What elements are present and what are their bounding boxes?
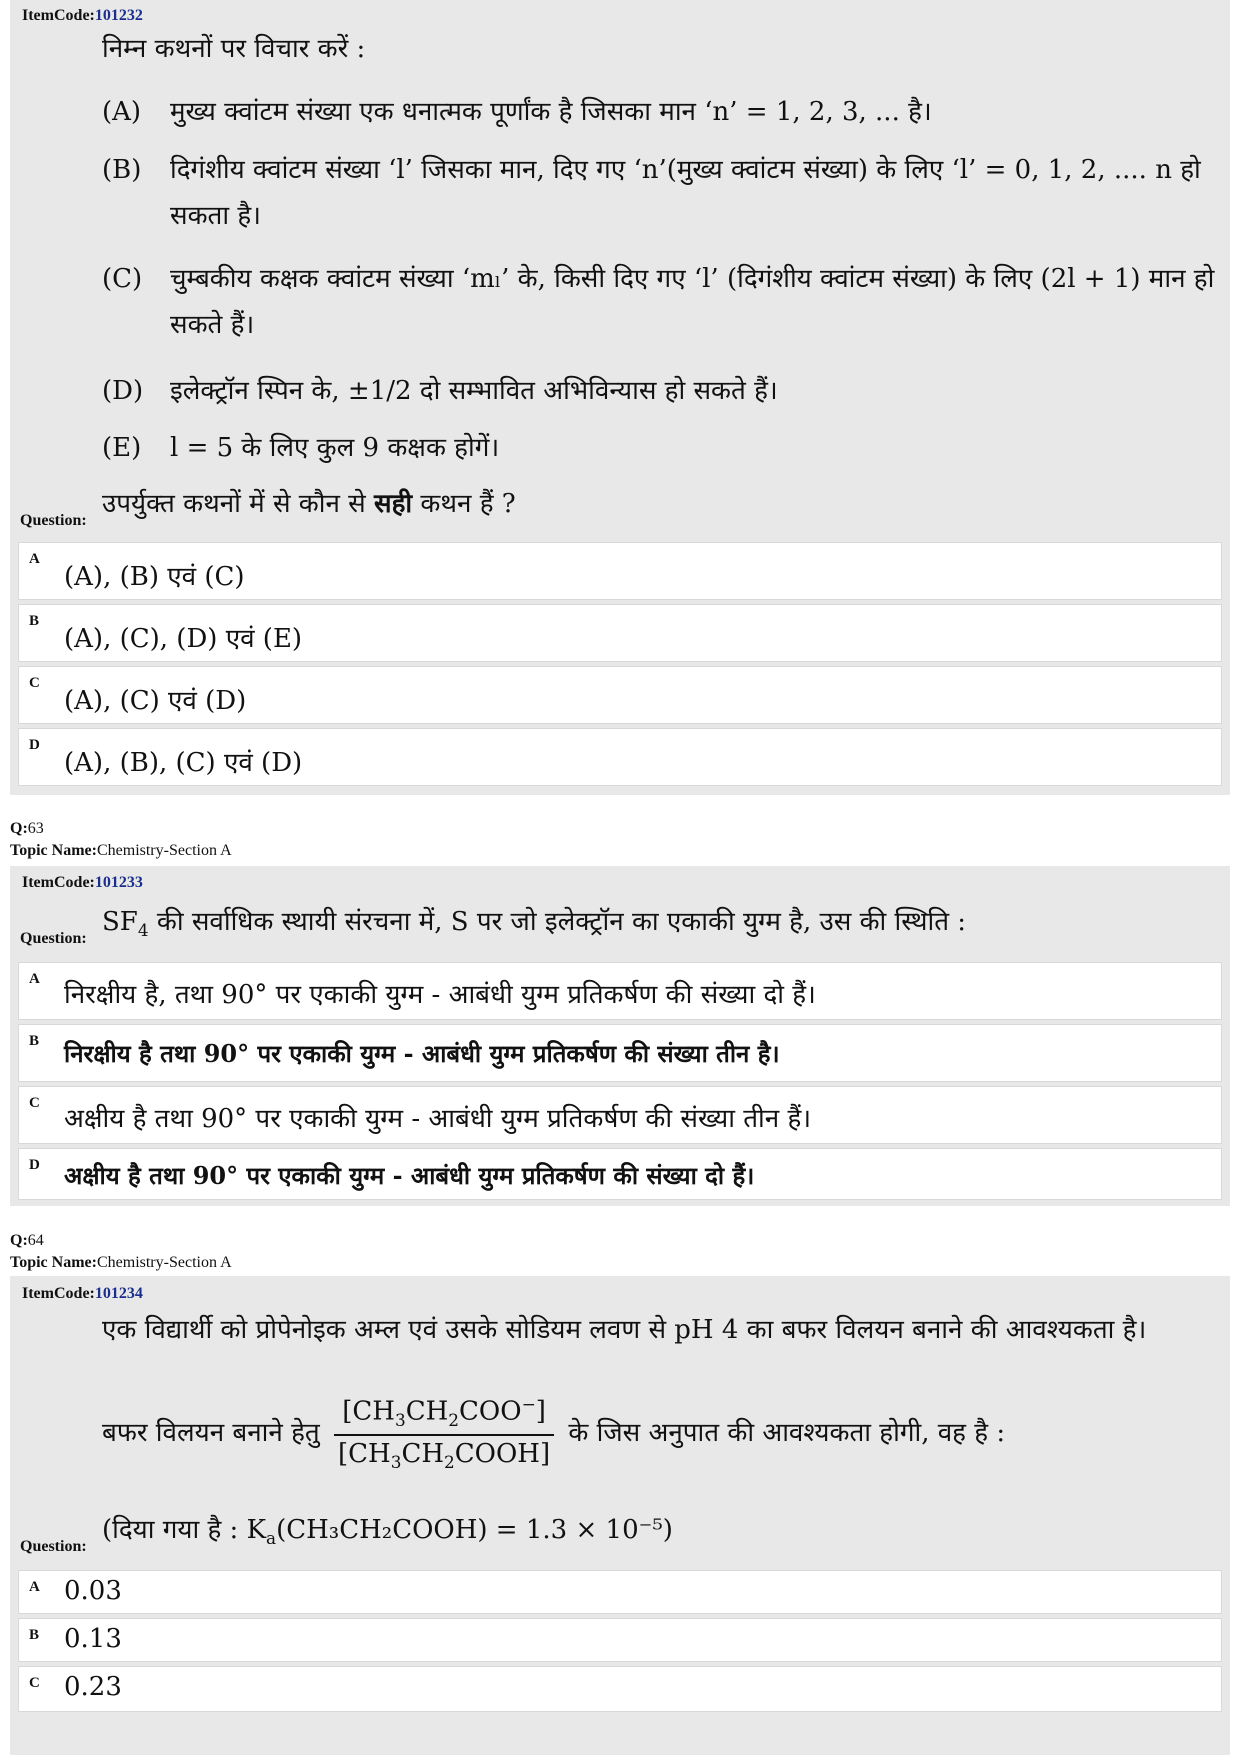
- statement-label: (B): [102, 155, 142, 185]
- option-b[interactable]: [18, 604, 1222, 662]
- fraction-numerator: $[CH_3CH_2COO^-]$: [334, 1394, 554, 1436]
- statement-e: [102, 424, 1222, 473]
- question-block-62: [10, 0, 1230, 795]
- item-code: [22, 7, 143, 25]
- option-d[interactable]: [18, 1148, 1222, 1200]
- item-code: [22, 1285, 143, 1303]
- option-b[interactable]: [18, 1024, 1222, 1082]
- question-text-pre: उपर्युक्त कथनों में से कौन से: [102, 489, 375, 519]
- option-text: (A), (C), (D) एवं (E): [64, 624, 303, 654]
- question-line-2-post: के जिस अनुपात की आवश्यकता होगी, वह है :: [568, 1417, 1006, 1448]
- option-text: (A), (B), (C) एवं (D): [64, 748, 303, 778]
- statement-b: [102, 148, 1222, 239]
- question-label: Question:: [20, 512, 87, 529]
- formula-sf4: $SF_4$: [102, 907, 149, 941]
- option-letter: D: [29, 1157, 40, 1173]
- option-text: 0.03: [64, 1576, 122, 1606]
- option-text: अक्षीय है तथा 90° पर एकाकी युग्म - आबंधी युग्म प्रतिकर्षण की संख्या तीन हैं।: [64, 1104, 812, 1134]
- question-line-1: एक विद्यार्थी को प्रोपेनोइक अम्ल एवं उसके सोडियम लवण से pH 4 का बफर विलयन बनाने की आवश्यकता है।: [102, 1315, 1147, 1345]
- option-letter: B: [29, 1033, 40, 1049]
- statement-d: [102, 367, 1222, 416]
- question-text-body: की सर्वाधिक स्थायी संरचना में, S पर जो इलेक्ट्रॉन का एकाकी युग्म है, उस की स्थिति :: [148, 907, 967, 937]
- option-text: (A), (C) एवं (D): [64, 686, 247, 716]
- item-code-label: ItemCode:: [22, 874, 95, 891]
- question-block-64: [10, 1276, 1230, 1755]
- statement-a: [102, 88, 1222, 137]
- option-d[interactable]: [18, 728, 1222, 786]
- question-number: [10, 1232, 44, 1250]
- option-c[interactable]: [18, 1086, 1222, 1144]
- question-block-63: [10, 866, 1230, 1206]
- item-code-label: ItemCode:: [22, 1285, 95, 1302]
- statement-text: मुख्य क्वांटम संख्या एक धनात्मक पूर्णांक है जिसका मान ‘n’ = 1, 2, 3, ... है।: [170, 97, 932, 127]
- topic-label: Topic Name:: [10, 842, 97, 859]
- item-code-value: 101234: [94, 1285, 143, 1302]
- option-text: 0.23: [64, 1672, 122, 1702]
- question-text-emphasis: सही: [374, 489, 413, 519]
- statement-label: (C): [102, 264, 143, 294]
- statement-label: (A): [102, 97, 142, 127]
- item-code-value: 101232: [94, 7, 143, 24]
- given-data: [102, 1514, 673, 1550]
- statement-label: (D): [102, 376, 144, 406]
- question-intro: निम्न कथनों पर विचार करें :: [102, 34, 366, 64]
- statement-text: l = 5 के लिए कुल 9 कक्षक होगें।: [170, 433, 500, 463]
- option-text: अक्षीय है तथा 90° पर एकाकी युग्म - आबंधी युग्म प्रतिकर्षण की संख्या दो हैं।: [64, 1161, 755, 1190]
- topic-value: Chemistry-Section A: [96, 1254, 232, 1271]
- option-text: निरक्षीय है, तथा 90° पर एकाकी युग्म - आबंधी युग्म प्रतिकर्षण की संख्या दो हैं।: [64, 980, 816, 1010]
- item-code-label: ItemCode:: [22, 7, 95, 24]
- question-label: Question:: [20, 1538, 87, 1555]
- q-label: Q:: [10, 1232, 28, 1249]
- option-letter: B: [29, 1627, 40, 1643]
- option-letter: B: [29, 613, 40, 629]
- option-c[interactable]: [18, 666, 1222, 724]
- q-number: 64: [27, 1232, 44, 1249]
- question-text: [102, 488, 516, 522]
- topic-name: [10, 842, 232, 860]
- option-letter: D: [29, 737, 40, 753]
- statement-label: (E): [102, 433, 142, 463]
- question-label: Question:: [20, 930, 87, 947]
- topic-label: Topic Name:: [10, 1254, 97, 1271]
- given-sub: a: [266, 1528, 277, 1549]
- option-text: निरक्षीय है तथा 90° पर एकाकी युग्म - आबंधी युग्म प्रतिकर्षण की संख्या तीन है।: [64, 1039, 780, 1068]
- question-line-2: [102, 1394, 1005, 1474]
- option-text: (A), (B) एवं (C): [64, 562, 245, 592]
- question-text: [102, 906, 966, 942]
- option-letter: A: [29, 551, 40, 567]
- option-a[interactable]: [18, 962, 1222, 1020]
- statement-text: चुम्बकीय कक्षक क्वांटम संख्या ‘mₗ’ के, किसी दिए गए ‘l’ (दिगंशीय क्वांटम संख्या) के लिए (2l + 1) मान हो सकते हैं।: [170, 264, 1215, 340]
- option-letter: C: [29, 1095, 40, 1111]
- item-code: [22, 874, 143, 892]
- option-letter: A: [29, 971, 40, 987]
- option-b[interactable]: [18, 1618, 1222, 1662]
- question-text-post: कथन हैं ?: [412, 489, 516, 519]
- given-post: (CH₃CH₂COOH) = 1.3 × 10⁻⁵): [276, 1515, 673, 1545]
- given-pre: (दिया गया है : K: [102, 1515, 266, 1545]
- ratio-fraction: [334, 1394, 554, 1474]
- option-letter: C: [29, 675, 40, 691]
- statement-text: इलेक्ट्रॉन स्पिन के, ±1/2 दो सम्भावित अभिविन्यास हो सकते हैं।: [170, 376, 778, 406]
- option-c[interactable]: [18, 1666, 1222, 1712]
- item-code-value: 101233: [94, 874, 143, 891]
- option-a[interactable]: [18, 1570, 1222, 1614]
- topic-value: Chemistry-Section A: [96, 842, 232, 859]
- option-a[interactable]: [18, 542, 1222, 600]
- topic-name: [10, 1254, 232, 1272]
- option-letter: A: [29, 1579, 40, 1595]
- statement-c: [102, 257, 1222, 348]
- q-number: 63: [27, 820, 44, 837]
- option-letter: C: [29, 1675, 40, 1691]
- option-text: 0.13: [64, 1624, 122, 1654]
- question-line-2-pre: बफर विलयन बनाने हेतु: [102, 1417, 320, 1448]
- statement-text: दिगंशीय क्वांटम संख्या ‘l’ जिसका मान, दिए गए ‘n’(मुख्य क्वांटम संख्या) के लिए ‘l’ = 0, 1, 2, .... n हो सकता है।: [170, 155, 1201, 231]
- q-label: Q:: [10, 820, 28, 837]
- fraction-denominator: $[CH_3CH_2COOH]$: [337, 1438, 551, 1472]
- question-number: [10, 820, 44, 838]
